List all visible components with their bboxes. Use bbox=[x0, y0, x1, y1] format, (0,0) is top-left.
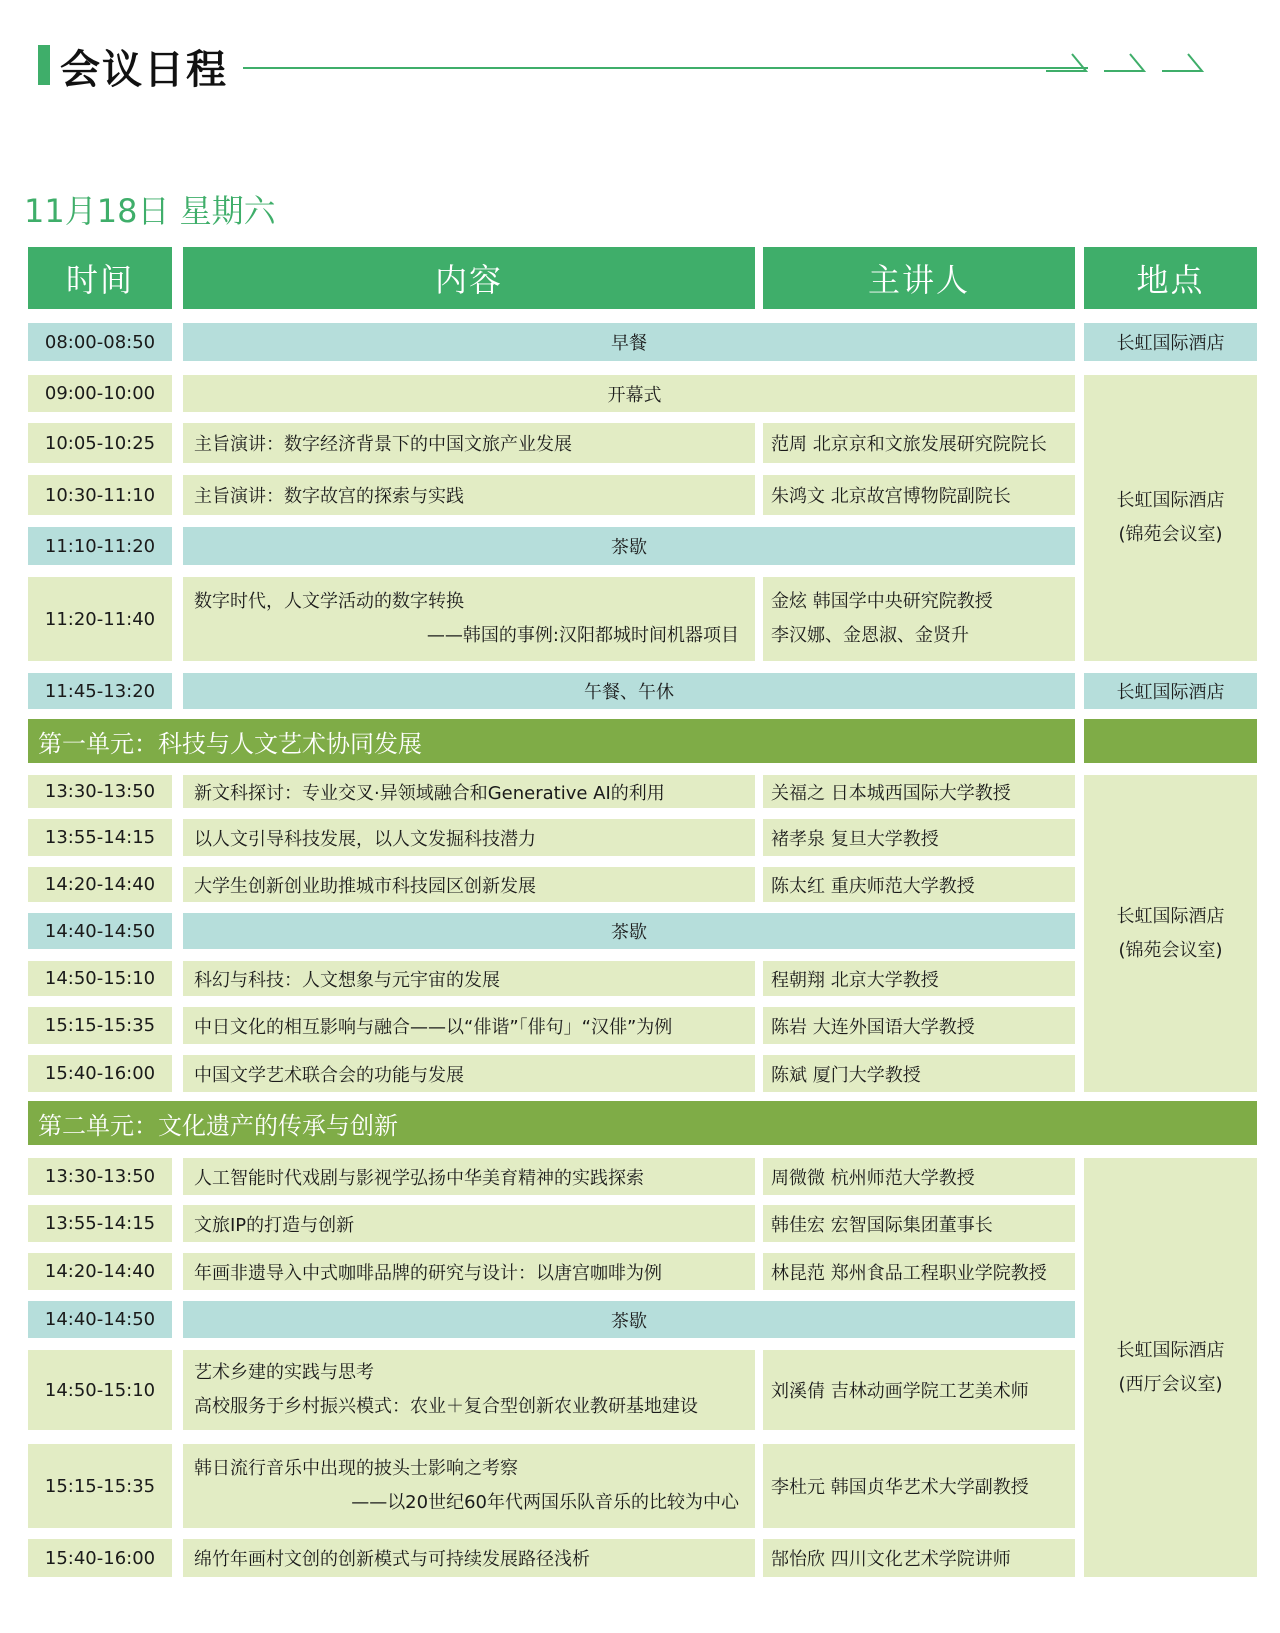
schedule-date: 11月18日 星期六 bbox=[24, 192, 276, 230]
speaker-cell: 周微微 杭州师范大学教授 bbox=[763, 1158, 1075, 1195]
page-title: 会议日程 bbox=[60, 47, 228, 93]
break-cell: 茶歇 bbox=[183, 527, 1075, 565]
time-cell: 14:50-15:10 bbox=[28, 961, 172, 996]
break-cell: 午餐、午休 bbox=[183, 673, 1075, 709]
content-subline: ——韩国的事例:汉阳都城时间机器项目 bbox=[426, 625, 739, 646]
speaker-cell: 韩佳宏 宏智国际集团董事长 bbox=[763, 1205, 1075, 1242]
break-cell: 茶歇 bbox=[183, 913, 1075, 949]
speaker-cell: 程朝翔 北京大学教授 bbox=[763, 961, 1075, 996]
time-cell: 10:05-10:25 bbox=[28, 423, 172, 463]
location-room: (锦苑会议室) bbox=[1118, 939, 1223, 961]
time-cell: 11:45-13:20 bbox=[28, 673, 172, 709]
location-name: 长虹国际酒店 bbox=[1116, 490, 1225, 511]
time-cell: 08:00-08:50 bbox=[28, 323, 172, 361]
time-cell: 14:40-14:50 bbox=[28, 913, 172, 949]
speaker-cell: 陈岩 大连外国语大学教授 bbox=[763, 1007, 1075, 1044]
break-cell: 茶歇 bbox=[183, 1301, 1075, 1338]
break-cell: 早餐 bbox=[183, 323, 1075, 361]
speaker-cell: 褚孝泉 复旦大学教授 bbox=[763, 819, 1075, 856]
content-line: 韩日流行音乐中出现的披头士影响之考察 bbox=[194, 1458, 518, 1479]
speaker-cell: 林昆范 郑州食品工程职业学院教授 bbox=[763, 1253, 1075, 1290]
arrow-right-icon bbox=[1162, 52, 1208, 74]
content-cell: 年画非遗导入中式咖啡品牌的研究与设计：以唐宫咖啡为例 bbox=[183, 1253, 755, 1290]
time-cell: 14:20-14:40 bbox=[28, 1253, 172, 1290]
content-cell: 文旅IP的打造与创新 bbox=[183, 1205, 755, 1242]
speaker-line: 李汉娜、金恩淑、金贤升 bbox=[771, 625, 969, 646]
speaker-cell: 陈斌 厦门大学教授 bbox=[763, 1055, 1075, 1092]
speaker-cell: 陈太红 重庆师范大学教授 bbox=[763, 867, 1075, 902]
time-cell: 10:30-11:10 bbox=[28, 475, 172, 515]
unit-1-title-blank bbox=[1084, 719, 1257, 763]
unit-1-title: 第一单元：科技与人文艺术协同发展 bbox=[28, 719, 1075, 763]
content-line: 艺术乡建的实践与思考 bbox=[194, 1362, 374, 1383]
content-cell: 科幻与科技：人文想象与元宇宙的发展 bbox=[183, 961, 755, 996]
session-cell: 开幕式 bbox=[183, 375, 1075, 412]
time-cell: 11:20-11:40 bbox=[28, 577, 172, 661]
location-cell bbox=[1084, 375, 1257, 661]
speaker-line: 金炫 韩国学中央研究院教授 bbox=[771, 591, 993, 612]
location-cell: 长虹国际酒店 bbox=[1084, 673, 1257, 709]
time-cell: 15:40-16:00 bbox=[28, 1539, 172, 1577]
content-cell: 人工智能时代戏剧与影视学弘扬中华美育精神的实践探索 bbox=[183, 1158, 755, 1195]
time-cell: 13:55-14:15 bbox=[28, 1205, 172, 1242]
location-cell bbox=[1084, 775, 1257, 1092]
location-name: 长虹国际酒店 bbox=[1116, 1339, 1225, 1361]
content-cell: 主旨演讲：数字经济背景下的中国文旅产业发展 bbox=[183, 423, 755, 463]
time-cell: 14:20-14:40 bbox=[28, 867, 172, 902]
speaker-cell: 朱鸿文 北京故宫博物院副院长 bbox=[763, 475, 1075, 515]
header-content: 内容 bbox=[183, 247, 755, 309]
time-cell: 11:10-11:20 bbox=[28, 527, 172, 565]
time-cell: 15:15-15:35 bbox=[28, 1007, 172, 1044]
speaker-cell: 刘溪倩 吉林动画学院工艺美术师 bbox=[763, 1350, 1075, 1430]
time-cell: 09:00-10:00 bbox=[28, 375, 172, 412]
header-speaker: 主讲人 bbox=[763, 247, 1075, 309]
time-cell: 15:15-15:35 bbox=[28, 1444, 172, 1528]
content-cell: 绵竹年画村文创的创新模式与可持续发展路径浅析 bbox=[183, 1539, 755, 1577]
header-time: 时间 bbox=[28, 247, 172, 309]
content-line: 数字时代，人文学活动的数字转换 bbox=[194, 591, 464, 612]
time-cell: 13:30-13:50 bbox=[28, 775, 172, 808]
content-cell: 大学生创新创业助推城市科技园区创新发展 bbox=[183, 867, 755, 902]
title-accent-bar bbox=[38, 45, 50, 85]
content-cell bbox=[183, 577, 755, 661]
speaker-cell bbox=[763, 577, 1075, 661]
speaker-cell: 郜怡欣 四川文化艺术学院讲师 bbox=[763, 1539, 1075, 1577]
content-subline: ——以20世纪60年代两国乐队音乐的比较为中心 bbox=[351, 1492, 739, 1513]
unit-2-title: 第二单元：文化遗产的传承与创新 bbox=[28, 1101, 1257, 1145]
location-room: (西厅会议室) bbox=[1118, 1373, 1223, 1395]
content-cell bbox=[183, 1444, 755, 1528]
content-line: 高校服务于乡村振兴模式：农业＋复合型创新农业教研基地建设 bbox=[194, 1396, 698, 1417]
speaker-cell: 关福之 日本城西国际大学教授 bbox=[763, 775, 1075, 808]
content-cell: 新文科探讨：专业交叉·异领域融合和Generative AI的利用 bbox=[183, 775, 755, 808]
time-cell: 14:50-15:10 bbox=[28, 1350, 172, 1430]
location-cell bbox=[1084, 1158, 1257, 1577]
content-cell bbox=[183, 1350, 755, 1430]
header-location: 地点 bbox=[1084, 247, 1257, 309]
speaker-cell: 范周 北京京和文旅发展研究院院长 bbox=[763, 423, 1075, 463]
content-cell: 主旨演讲：数字故宫的探索与实践 bbox=[183, 475, 755, 515]
arrow-right-icon bbox=[1046, 52, 1092, 74]
location-cell: 长虹国际酒店 bbox=[1084, 323, 1257, 361]
content-cell: 中国文学艺术联合会的功能与发展 bbox=[183, 1055, 755, 1092]
content-cell: 中日文化的相互影响与融合——以“俳谐”「俳句」“汉俳”为例 bbox=[183, 1007, 755, 1044]
arrow-right-icon bbox=[1104, 52, 1150, 74]
location-room: (锦苑会议室) bbox=[1118, 524, 1223, 545]
title-divider-line bbox=[243, 67, 1088, 69]
location-name: 长虹国际酒店 bbox=[1116, 905, 1225, 927]
time-cell: 13:55-14:15 bbox=[28, 819, 172, 856]
content-cell: 以人文引导科技发展，以人文发掘科技潜力 bbox=[183, 819, 755, 856]
speaker-cell: 李杜元 韩国贞华艺术大学副教授 bbox=[763, 1444, 1075, 1528]
time-cell: 13:30-13:50 bbox=[28, 1158, 172, 1195]
time-cell: 15:40-16:00 bbox=[28, 1055, 172, 1092]
time-cell: 14:40-14:50 bbox=[28, 1301, 172, 1338]
